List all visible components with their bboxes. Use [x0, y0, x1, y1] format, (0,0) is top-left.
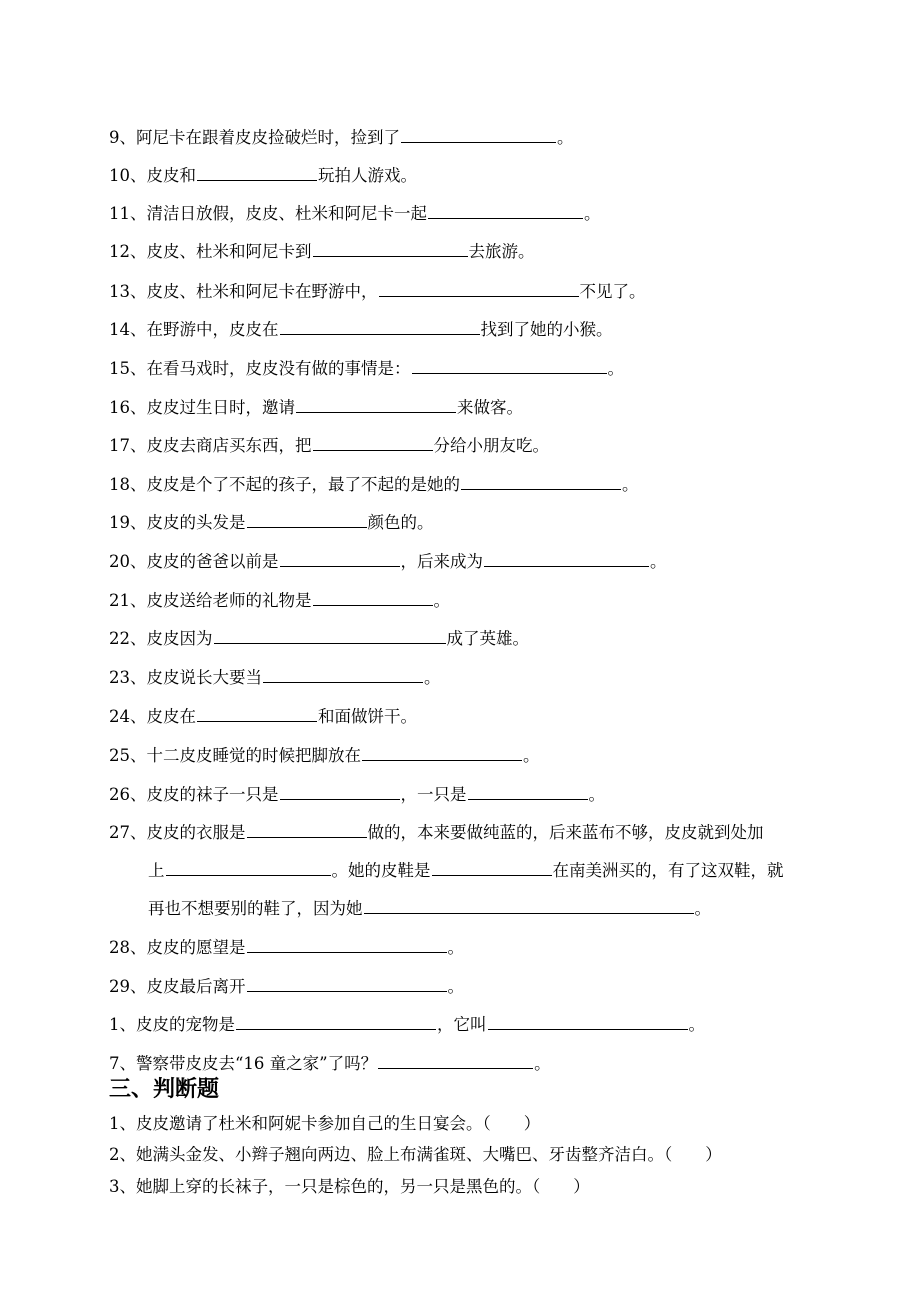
question-text: ，它叫 [437, 1015, 487, 1034]
question-text: 。 [688, 1015, 705, 1034]
question-text: 。 [622, 475, 639, 494]
answer-blank[interactable] [166, 859, 331, 876]
question-text: 29、皮皮最后离开 [109, 977, 246, 996]
question-line [109, 396, 880, 419]
answer-blank[interactable] [263, 666, 423, 683]
question-text: 24、皮皮在 [109, 707, 196, 726]
question-line [109, 975, 880, 998]
question-line [109, 550, 880, 573]
question-text: 18、皮皮是个了不起的孩子，最了不起的是她的 [109, 475, 460, 494]
question-text: 15、在看马戏时，皮皮没有做的事情是： [109, 359, 411, 378]
question-line [109, 821, 880, 844]
question-text: 。 [557, 128, 574, 147]
question-text: 。 [607, 359, 624, 378]
answer-blank[interactable] [484, 550, 649, 567]
answer-blank[interactable] [432, 859, 552, 876]
question-text: 来做客。 [457, 398, 523, 417]
question-text: 。 [588, 785, 605, 804]
question-text: 。 [523, 746, 540, 765]
answer-blank[interactable] [313, 240, 468, 257]
question-text: 25、十二皮皮睡觉的时候把脚放在 [109, 746, 361, 765]
answer-blank[interactable] [197, 164, 317, 181]
question-text: 成了英雄。 [446, 629, 529, 648]
question-text: 9、阿尼卡在跟着皮皮捡破烂时，捡到了 [109, 128, 400, 147]
answer-blank[interactable] [247, 975, 447, 992]
question-text: 27、皮皮的衣服是 [109, 823, 246, 842]
question-text: 不见了。 [579, 282, 646, 301]
question-text: 26、皮皮的袜子一只是 [109, 785, 279, 804]
question-line [109, 511, 880, 534]
question-text: 玩拍人游戏。 [318, 166, 417, 185]
question-line [109, 473, 880, 496]
question-line [109, 126, 880, 149]
answer-blank[interactable] [488, 1013, 688, 1030]
answer-blank[interactable] [247, 821, 367, 838]
question-line [109, 318, 880, 341]
question-text: 16、皮皮过生日时，邀请 [109, 398, 295, 417]
question-line [109, 936, 880, 959]
answer-blank[interactable] [236, 1013, 436, 1030]
question-text: 。 [650, 552, 667, 571]
question-text: 。 [424, 668, 441, 687]
answer-blank[interactable] [362, 744, 522, 761]
question-text: 17、皮皮去商店买东西，把 [109, 436, 312, 455]
question-line [148, 859, 880, 882]
answer-blank[interactable] [364, 897, 694, 914]
question-text: 分给小朋友吃。 [433, 436, 549, 455]
answer-blank[interactable] [313, 434, 433, 451]
question-text: 去旅游。 [468, 242, 535, 261]
question-text: 19、皮皮的头发是 [109, 513, 246, 532]
answer-blank[interactable] [412, 357, 607, 374]
answer-blank[interactable] [379, 280, 579, 297]
question-line [109, 744, 880, 767]
answer-blank[interactable] [280, 783, 400, 800]
question-line [109, 783, 880, 806]
question-text: ，一只是 [400, 785, 467, 804]
question-text: 上 [148, 861, 165, 880]
question-text: 找到了她的小猴。 [480, 320, 613, 339]
judge-item: 1、皮皮邀请了杜米和阿妮卡参加自己的生日宴会。（ ） [109, 1114, 541, 1133]
question-text: 20、皮皮的爸爸以前是 [109, 552, 279, 571]
question-line [109, 1052, 880, 1075]
question-line [109, 357, 880, 380]
question-text: 颜色的。 [367, 513, 434, 532]
question-line [109, 280, 880, 303]
question-text: 13、皮皮、杜米和阿尼卡在野游中， [109, 282, 378, 301]
question-text: 。 [694, 899, 711, 918]
question-text: 11、清洁日放假，皮皮、杜米和阿尼卡一起 [109, 204, 427, 223]
question-text: 21、皮皮送给老师的礼物是 [109, 591, 312, 610]
question-text: 28、皮皮的愿望是 [109, 938, 246, 957]
answer-blank[interactable] [296, 396, 456, 413]
question-text: 10、皮皮和 [109, 166, 196, 185]
answer-blank[interactable] [378, 1052, 533, 1069]
question-text: 22、皮皮因为 [109, 629, 213, 648]
question-line [109, 202, 880, 225]
question-line [109, 164, 880, 187]
answer-blank[interactable] [214, 627, 446, 644]
answer-blank[interactable] [428, 202, 583, 219]
question-text: 14、在野游中，皮皮在 [109, 320, 279, 339]
answer-blank[interactable] [461, 473, 621, 490]
question-line [109, 627, 880, 650]
answer-blank[interactable] [401, 126, 556, 143]
question-text: 做的，本来要做纯蓝的，后来蓝布不够，皮皮就到处加 [367, 823, 764, 842]
answer-blank[interactable] [197, 705, 317, 722]
question-line [109, 434, 880, 457]
question-line [109, 666, 880, 689]
question-line [109, 240, 880, 263]
answer-blank[interactable] [280, 318, 480, 335]
judge-item: 2、她满头金发、小辫子翘向两边、脸上布满雀斑、大嘴巴、牙齿整齐洁白。（ ） [109, 1145, 722, 1164]
question-text: 。 [584, 204, 601, 223]
question-text: 7、警察带皮皮去“16 童之家”了吗？ [109, 1054, 378, 1073]
answer-blank[interactable] [247, 936, 447, 953]
question-text: 1、皮皮的宠物是 [109, 1015, 235, 1034]
question-text: 在南美洲买的，有了这双鞋，就 [552, 861, 784, 880]
question-line [109, 589, 880, 612]
question-text: 。她的皮鞋是 [331, 861, 431, 880]
question-text: 。 [433, 591, 450, 610]
answer-blank[interactable] [247, 511, 367, 528]
question-text: ，后来成为 [400, 552, 483, 571]
question-text: 。 [534, 1054, 551, 1073]
question-text: 和面做饼干。 [318, 707, 417, 726]
question-text: 再也不想要别的鞋了，因为她 [148, 899, 363, 918]
answer-blank[interactable] [313, 589, 433, 606]
question-text: 。 [447, 938, 464, 957]
question-line [109, 1013, 880, 1036]
answer-blank[interactable] [468, 783, 588, 800]
judge-item: 3、她脚上穿的长袜子，一只是棕色的，另一只是黑色的。（ ） [109, 1177, 590, 1196]
question-text: 。 [447, 977, 464, 996]
answer-blank[interactable] [280, 550, 400, 567]
question-text: 23、皮皮说长大要当 [109, 668, 262, 687]
question-line [109, 705, 880, 728]
section-title: 三、判断题 [109, 1077, 220, 1102]
question-text: 12、皮皮、杜米和阿尼卡到 [109, 242, 312, 261]
question-line [148, 897, 880, 920]
